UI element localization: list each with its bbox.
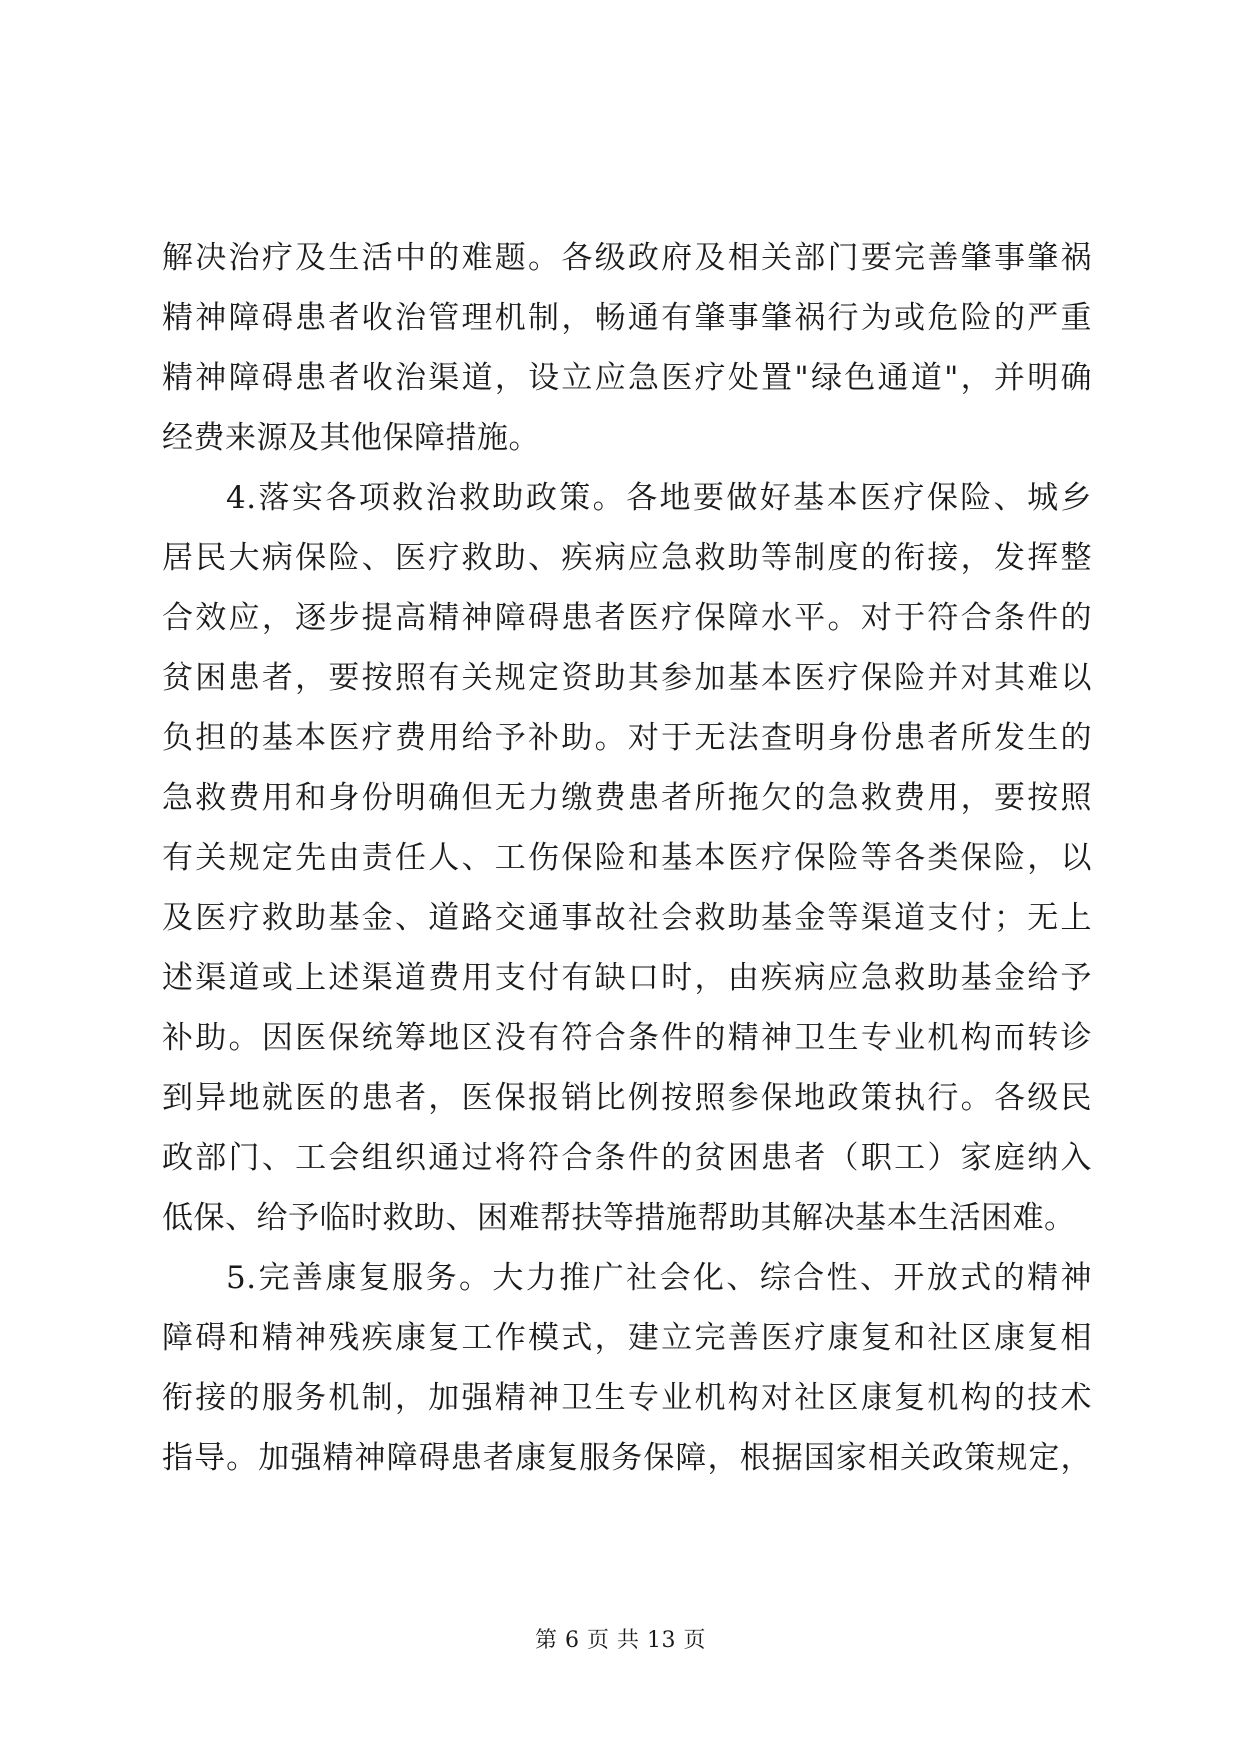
text-line: 到异地就医的患者，医保报销比例按照参保地政策执行。各级民 [162, 1080, 1092, 1116]
text-line: 解决治疗及生活中的难题。各级政府及相关部门要完善肇事肇祸 [162, 240, 1092, 276]
text-line: 经费来源及其他保障措施。 [162, 420, 540, 456]
section-heading-line: 5.完善康复服务。大力推广社会化、综合性、开放式的精神 [226, 1260, 1092, 1296]
page-number-footer: 第 6 页 共 13 页 [535, 1628, 706, 1653]
text-line: 及医疗救助基金、道路交通事故社会救助基金等渠道支付；无上 [162, 900, 1092, 936]
text-line: 精神障碍患者收治管理机制，畅通有肇事肇祸行为或危险的严重 [162, 300, 1092, 336]
text-line: 负担的基本医疗费用给予补助。对于无法查明身份患者所发生的 [162, 720, 1092, 756]
text-line: 指导。加强精神障碍患者康复服务保障，根据国家相关政策规定， [162, 1440, 1092, 1476]
text-line: 低保、给予临时救助、困难帮扶等措施帮助其解决基本生活困难。 [162, 1200, 1076, 1236]
text-line: 急救费用和身份明确但无力缴费患者所拖欠的急救费用，要按照 [162, 780, 1092, 816]
text-line: 补助。因医保统筹地区没有符合条件的精神卫生专业机构而转诊 [162, 1020, 1092, 1056]
section-heading-line: 4.落实各项救治救助政策。各地要做好基本医疗保险、城乡 [226, 480, 1092, 516]
text-line: 合效应，逐步提高精神障碍患者医疗保障水平。对于符合条件的 [162, 600, 1092, 636]
text-line: 有关规定先由责任人、工伤保险和基本医疗保险等各类保险，以 [162, 840, 1092, 876]
text-line: 政部门、工会组织通过将符合条件的贫困患者（职工）家庭纳入 [162, 1140, 1092, 1176]
text-line: 居民大病保险、医疗救助、疾病应急救助等制度的衔接，发挥整 [162, 540, 1092, 576]
text-line: 精神障碍患者收治渠道，设立应急医疗处置"绿色通道"，并明确 [162, 360, 1092, 396]
text-line: 贫困患者，要按照有关规定资助其参加基本医疗保险并对其难以 [162, 660, 1092, 696]
body-text [162, 228, 1092, 1488]
text-line: 衔接的服务机制，加强精神卫生专业机构对社区康复机构的技术 [162, 1380, 1092, 1416]
text-line: 述渠道或上述渠道费用支付有缺口时，由疾病应急救助基金给予 [162, 960, 1092, 996]
text-line: 障碍和精神残疾康复工作模式，建立完善医疗康复和社区康复相 [162, 1320, 1092, 1356]
